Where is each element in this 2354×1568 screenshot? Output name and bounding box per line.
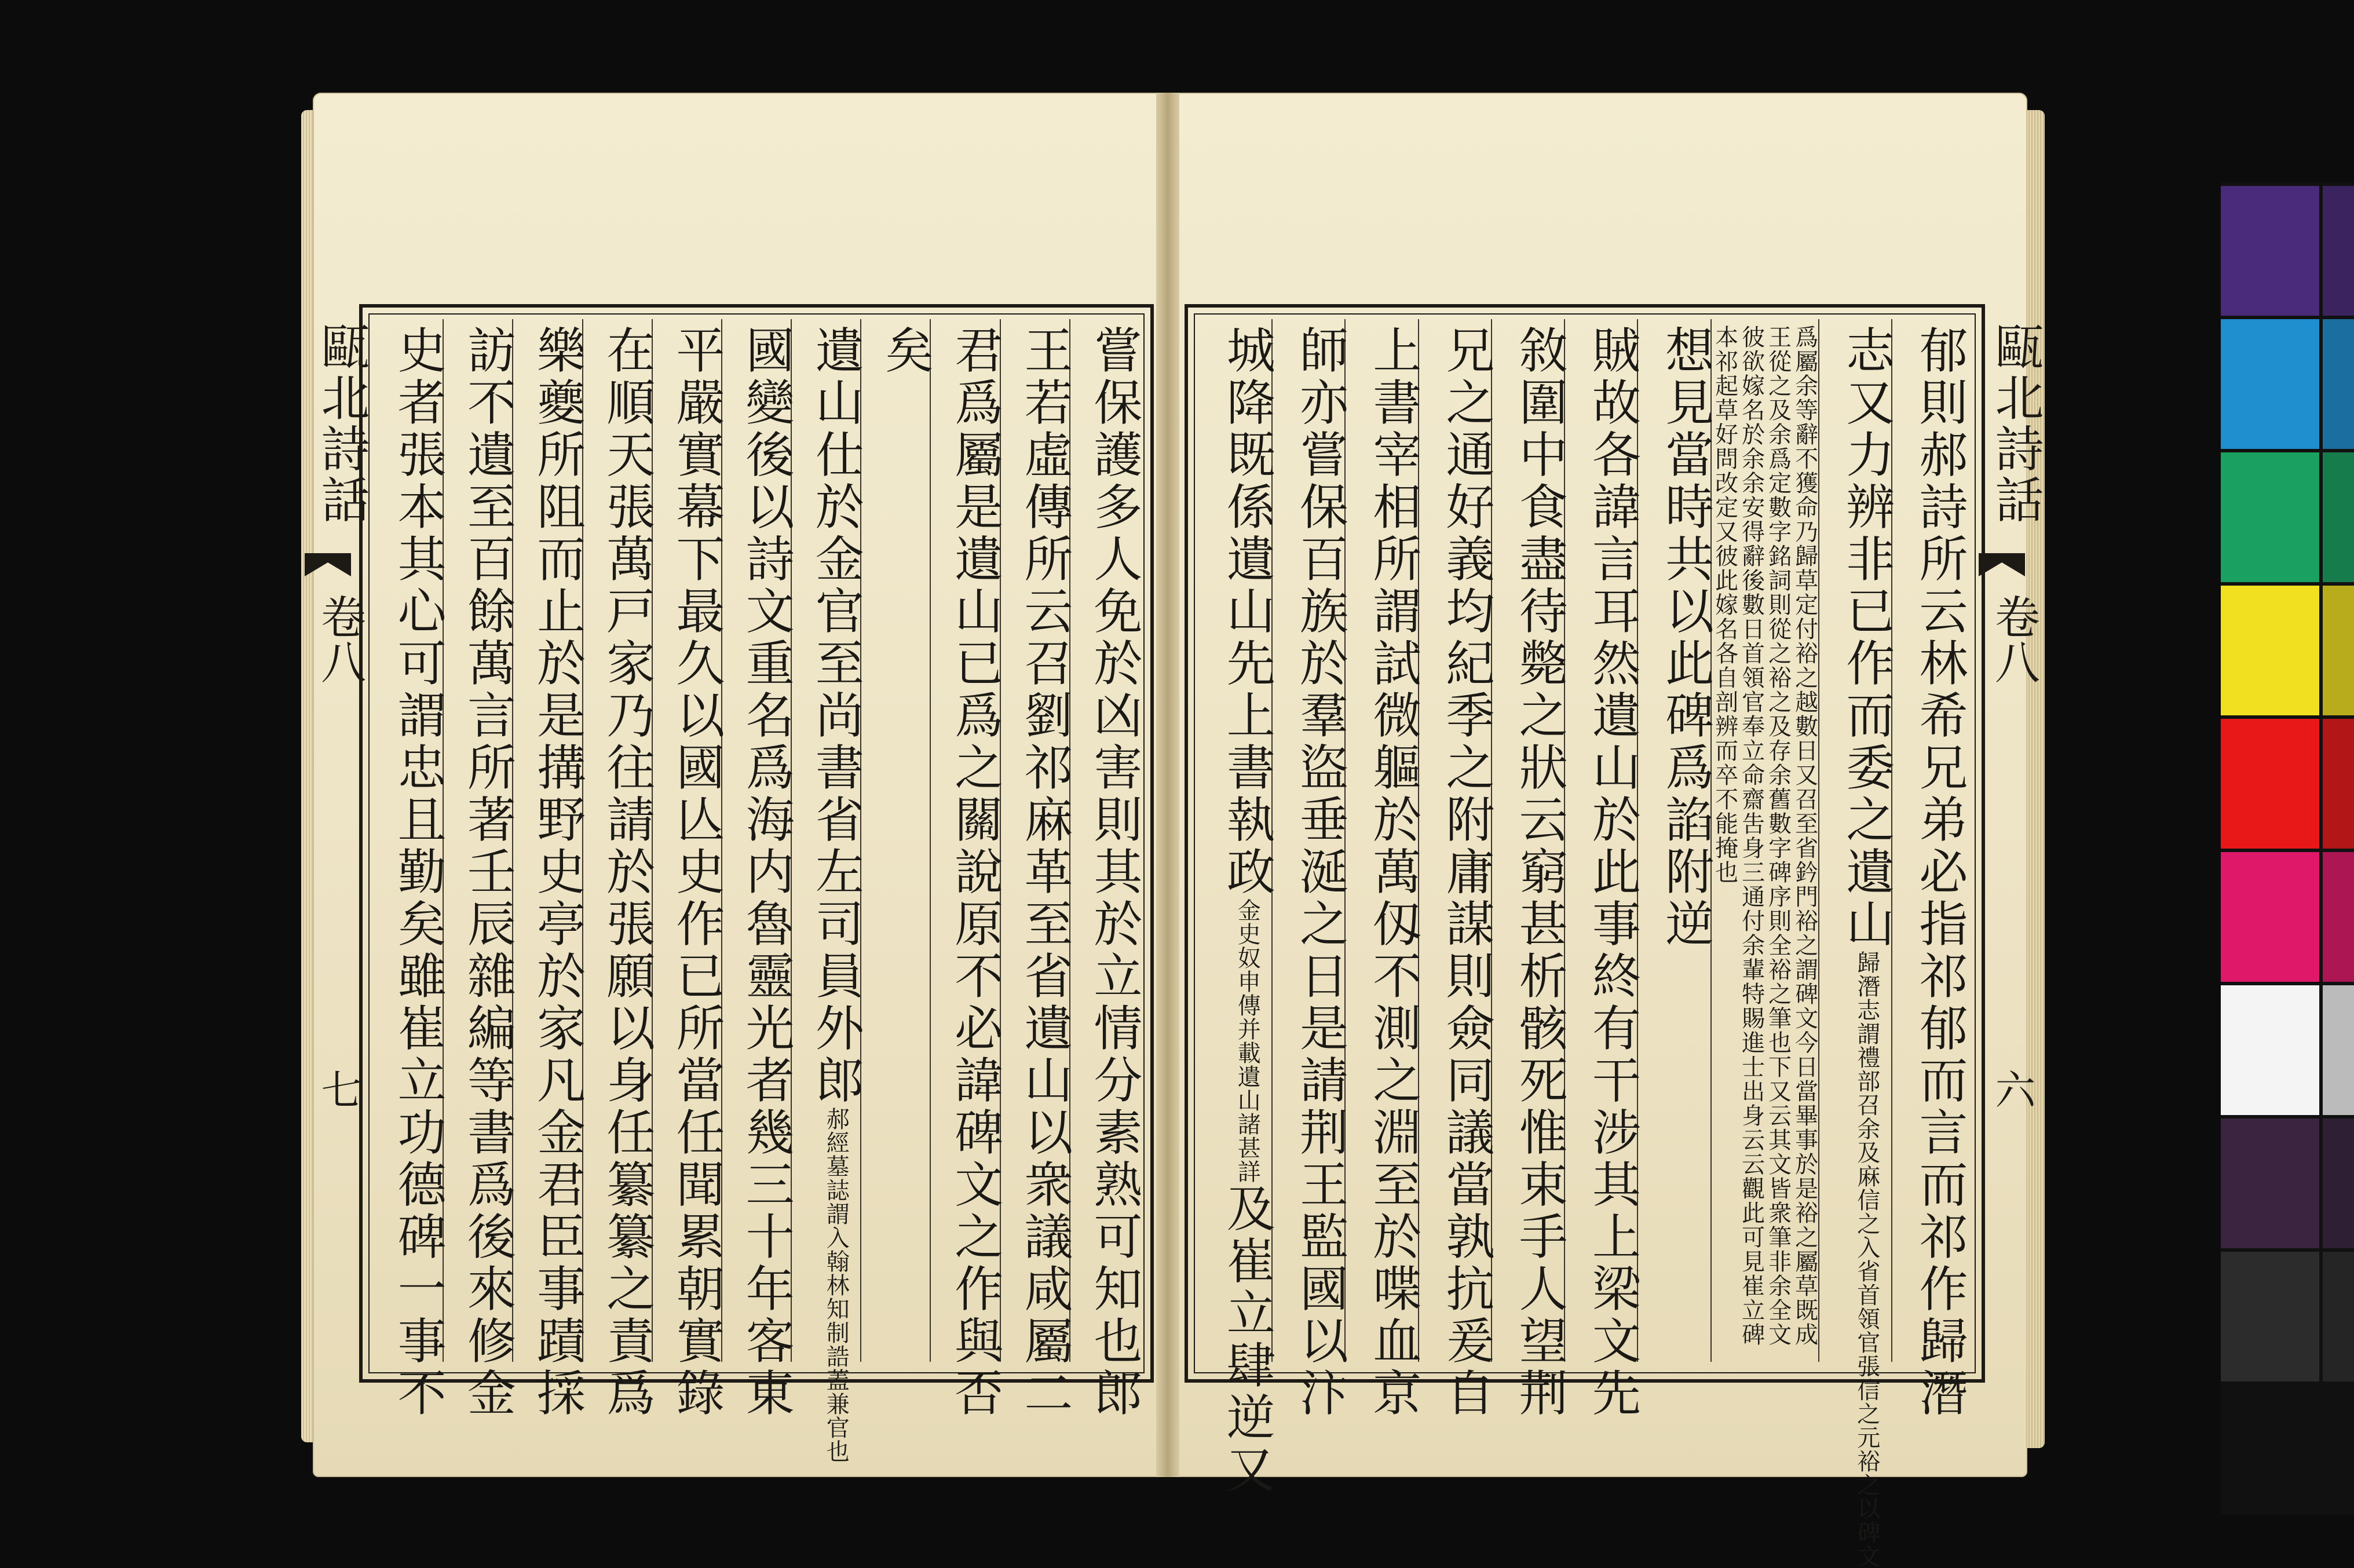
text-column: 郁則郝詩所云林希兄弟必指祁郁而言而祁作歸潛: [1891, 319, 1964, 1362]
right-columns: [1200, 319, 1968, 1568]
text-column: 嘗保護多人免於凶害則其於立情分素熟可知也郎: [1069, 319, 1139, 1362]
color-swatch: [2221, 186, 2354, 316]
text-column: 敘圍中食盡待斃之狀云窮甚析骸死惟束手人望荆: [1491, 319, 1564, 1362]
column-text: 及崔立肆逆又: [1219, 1183, 1276, 1496]
text-column: 君爲屬是遺山已爲之關說原不必諱碑文之作與否: [930, 319, 999, 1362]
column-text: 志又力辨非已作而委之遺山: [1838, 325, 1895, 951]
text-column: 國變後以詩文重名爲海内魯靈光者幾三十年客東: [721, 319, 791, 1362]
color-swatch: [2221, 586, 2354, 715]
annotation-note: 金史奴申傳并載遺山諸甚詳: [1234, 898, 1261, 1183]
book-gutter: [1156, 93, 1179, 1477]
banxin-title: 甌北詩話: [1987, 321, 2044, 525]
text-column: 訪不遺至百餘萬言所著壬辰雜編等書爲後來修金: [443, 319, 512, 1362]
text-column: [1818, 319, 1895, 1568]
color-swatch: [2221, 1252, 2354, 1381]
text-column: [791, 319, 865, 1463]
text-column: 上書宰相所謂試微軀於萬仭不測之淵至於喋血京: [1344, 319, 1417, 1362]
left-text-frame: [359, 304, 1154, 1463]
annotation-note: 郝經墓誌謂入翰林知制誥蓋兼官也: [823, 1107, 850, 1463]
text-column: 兄之通好義均紀季之附庸謀則僉同議當孰抗爰自: [1418, 319, 1491, 1362]
right-text-frame: [1185, 304, 1985, 1568]
banxin-juan: 卷八: [1987, 594, 2039, 684]
left-banxin: [301, 304, 370, 1376]
text-column: 平嚴實幕下最久以國亾史作已所當任聞累朝實錄: [652, 319, 721, 1362]
color-swatch: [2221, 452, 2354, 582]
text-column: 史者張本其心可謂忠且勤矣雖崔立功德碑一事不: [390, 325, 447, 1420]
text-column: [1200, 319, 1276, 1496]
text-column: 賊故各諱言耳然遺山於此事終有干涉其上梁文先: [1564, 319, 1637, 1362]
annotation-note: 歸潛志謂禮部召余及麻信之入省首領官張信之元裕之以碑文: [1853, 951, 1880, 1568]
right-banxin: [1975, 304, 2044, 1376]
text-column: 矣: [860, 319, 930, 1362]
text-column: 樂夔所阻而止於是搆野史亭於家凡金君臣事蹟採: [512, 319, 582, 1362]
color-swatch: [2221, 319, 2354, 449]
fish-tail-icon: [305, 553, 351, 576]
column-text: 城降既係遺山先上書執政: [1219, 325, 1276, 898]
color-swatch: [2221, 719, 2354, 849]
color-swatch: [2221, 852, 2354, 982]
color-swatch: [2221, 985, 2354, 1115]
left-columns: [374, 319, 1143, 1463]
text-column: 師亦嘗保百族於羣盜垂涎之日是請荆王監國以汴: [1271, 319, 1344, 1362]
banxin-page-number: 七: [315, 1069, 362, 1109]
text-column: 在順天張萬戸家乃往請於張願以身任纂纂之責爲: [582, 319, 652, 1362]
color-checker: [2221, 182, 2354, 1515]
banxin-juan: 卷八: [313, 594, 365, 684]
text-column: 王若虛傳所云召劉祁麻革至省遺山以衆議咸屬二: [1000, 319, 1069, 1362]
banxin-title: 甌北詩話: [313, 321, 370, 525]
color-swatch: [2221, 1119, 2354, 1248]
fish-tail-icon: [1979, 553, 2025, 576]
banxin-page-number: 六: [1989, 1069, 2036, 1109]
column-text: 遺山仕於金官至尚書省左司員外郎: [807, 325, 865, 1107]
annotation-columns: 爲屬余等辭不獲命乃歸草定付裕之越數日又召至省鈐門裕之謂碑文今日當畢事於是裕之屬草既成王從之及余爲定數字銘詞則從之裕之及存余舊數字碑序則全裕之筆也下又云其文皆衆筆非余全文彼欲嫁名於余余安得辭後數日首領官奉立命齋吿身三通付余輩特賜進士出身云云觀此可見崔立碑本祁起草好問改定又彼此嫁名各自剖辨而卒不能掩也: [1710, 319, 1818, 1362]
text-column: 想見當時共以此碑爲諂附逆: [1637, 319, 1710, 1362]
